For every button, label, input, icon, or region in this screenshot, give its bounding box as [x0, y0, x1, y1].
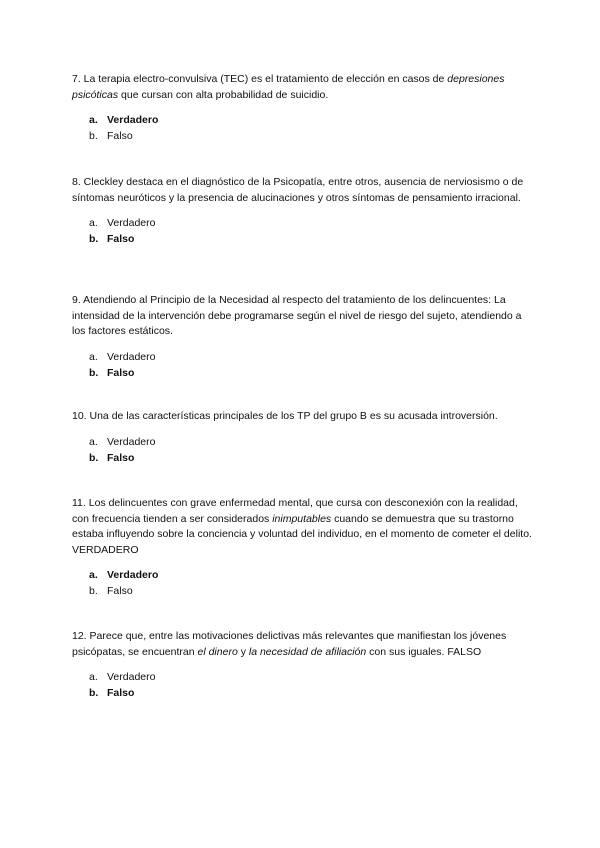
question-12: [72, 629, 532, 701]
question-9: [72, 293, 532, 381]
question-8: [72, 175, 532, 247]
option-a: a. Verdadero: [89, 350, 156, 363]
option-a: a. Verdadero: [89, 671, 156, 683]
question-text: 10. Una de las características principales de los TP del grupo B es su acusada introversión.: [72, 410, 498, 422]
question-7: [72, 72, 532, 144]
option-b: b. Falso: [89, 687, 135, 699]
question-text: 8. Cleckley destaca en el diagnóstico de la Psicopatía, entre otros, ausencia de nerviosismo o de síntomas neuróticos y la presencia de alucinaciones y otros síntomas de pensamiento irracional.: [72, 176, 524, 204]
question-text: 7. La terapia electro-convulsiva (TEC) es el tratamiento de elección en casos de depresiones psicóticas que cursan con alta probabilidad de suicidio.: [72, 73, 505, 101]
answer-options: [89, 215, 532, 247]
question-text: 12. Parece que, entre las motivaciones delictivas más relevantes que manifiestan los jóvenes psicópatas, se encuentran el dinero y la necesidad de afiliación con sus iguales. FALSO: [72, 630, 507, 658]
option-b: b. Falso: [89, 233, 135, 245]
option-b: b. Falso: [89, 451, 135, 464]
question-text: 11. Los delincuentes con grave enfermedad mental, que cursa con desconexión con la realidad, con frecuencia tienden a ser considerados inimputables cuando se demuestra que su trastorno estaba influyendo sobre la conciencia y voluntad del individuo, en el momento de cometer el delito. VERDADERO: [72, 497, 532, 556]
option-a: a. Verdadero: [89, 217, 156, 229]
answer-options: [89, 112, 532, 144]
answer-options: [89, 567, 532, 599]
question-11: [72, 496, 532, 599]
option-b: b. Falso: [89, 366, 135, 379]
answer-options: [89, 669, 532, 701]
option-b: b. Falso: [89, 130, 133, 142]
answer-options: [89, 434, 532, 466]
question-10: [72, 409, 532, 466]
option-a: a. Verdadero: [89, 114, 159, 126]
option-b: b. Falso: [89, 585, 133, 597]
option-a: a. Verdadero: [89, 435, 156, 448]
question-text: 9. Atendiendo al Principio de la Necesidad al respecto del tratamiento de los delincuentes: La intensidad de la intervención debe programarse según el nivel de riesgo del sujeto, atendiendo a los factores estáticos.: [72, 294, 522, 337]
answer-options: [89, 349, 532, 381]
option-a: a. Verdadero: [89, 569, 159, 581]
